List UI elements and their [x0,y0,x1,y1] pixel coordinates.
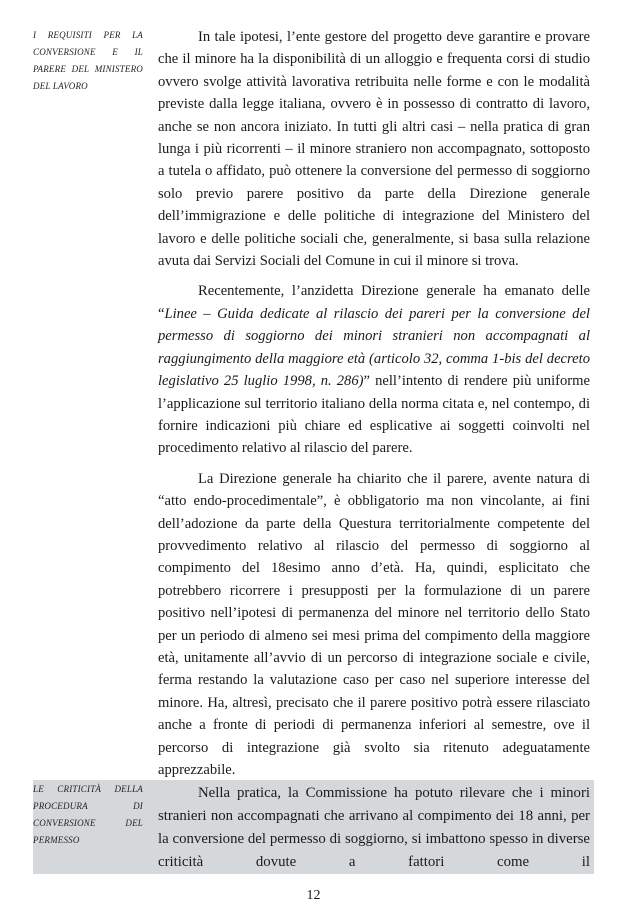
margin-note-critical-issues: LE CRITICITÀ DELLA PROCEDURA DI CONVERSIONE DEL PERMESSO [33,784,143,845]
margin-note-requirements: I REQUISITI PER LA CONVERSIONE E IL PARERE DEL MINISTERO DEL LAVORO [33,30,143,91]
guidelines-title: Linee – Guida dedicate al rilascio dei pareri per la conversione del permesso di soggiorno dei minori stranieri non accompagnati al raggiungimento della maggiore età (articolo 32, comma 1-bis del decreto legislativo 25 luglio 1998, n. 286) [158,305,590,390]
paragraph-2-lead: Recentemente, l’anzidetta Direzione generale ha emanato delle “ [158,283,590,322]
highlighted-text [158,782,590,874]
paragraph-3: La Direzione generale ha chiarito che il parere, avente natura di “atto endo-procedimentale”, è obbligatorio ma non vincolante, ai fini dell’adozione da parte della Questura territorialmente competente del provvedimento relativo al rilascio del permesso di soggiorno al compimento del 18esimo anno d’età. Ha, quindi, esplicitato che potrebbero ricorrere i presupposti per la formulazione di un parere positivo nell’ipotesi di permanenza del minore nel territorio dello Stato per un periodo di almeno sei mesi prima del compimento della maggiore età, unitamente all’avvio di un percorso di integrazione sociale e civile, ferma restando la valutazione caso per caso nel superiore interesse del minore. Ha, altresì, precisato che il parere positivo potrà essere rilasciato anche a fronte di periodi di permanenza inferiori al semestre, ove il percorso di integrazione già svolto sia ritenuto adeguatamente apprezzabile. [158,470,590,778]
page-number: 12 [306,888,321,903]
paragraph-2 [158,280,590,459]
main-text [158,26,590,789]
paragraph-4: Nella pratica, la Commissione ha potuto rilevare che i minori stranieri non accompagnati che arrivano al compimento dei 18 anni, per la conversione del permesso di soggiorno, si imbattono spesso in diverse criticità dovute a fattori come il [158,785,590,870]
paragraph-2-tail: ” nell’intento di rendere più uniforme l’applicazione sul territorio italiano della norma citata e, nel contempo, di fornire indicazioni più chiare ed esplicative ai soggetti coinvolti nel procedimento relativo al rilascio del parere. [158,373,590,457]
paragraph-1: In tale ipotesi, l’ente gestore del progetto deve garantire e provare che il minore ha la disponibilità di un alloggio e frequenta corsi di studio ovvero svolge attività lavorativa retribuita nelle forme e con le modalità previste dalla legge italiana, ovvero è in possesso di contratto di lavoro, anche se non ancora iniziato. In tutti gli altri casi – nella pratica di gran lunga i più ricorrenti – il minore straniero non accompagnato, sottoposto a tutela o affidato, può ottenere la conversione del permesso di soggiorno solo previo parere positivo da parte della Direzione generale dell’immigrazione e delle politiche di integrazione del Ministero del lavoro e delle politiche sociali che, generalmente, si basa sulla relazione avuta dai Servizi Sociali del Comune in cui il minore si trova. [158,29,590,270]
